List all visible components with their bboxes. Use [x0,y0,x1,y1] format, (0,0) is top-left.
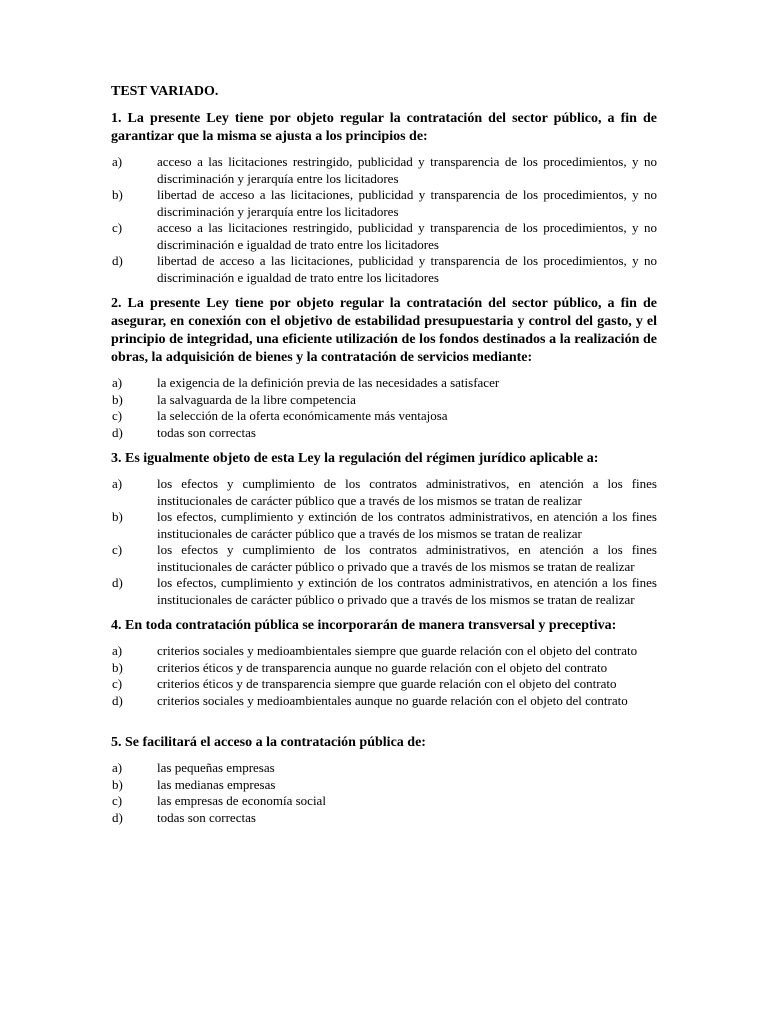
option-text: acceso a las licitaciones restringido, publicidad y transparencia de los procedimientos, y no discriminación e igualdad de trato entre los licitadores [157,220,657,252]
answer-option-b [111,392,657,409]
answer-option-d [111,575,657,608]
answer-options [111,760,657,826]
answer-option-c [111,220,657,253]
option-letter: b) [112,187,123,202]
question-text: 4. En toda contratación pública se incorporarán de manera transversal y preceptiva: [111,618,617,633]
answer-option-c [111,542,657,575]
option-text: los efectos y cumplimiento de los contratos administrativos, en atención a los fines institucionales de carácter público que a través de los mismos se tratan de realizar [157,476,657,508]
option-text: los efectos, cumplimiento y extinción de los contratos administrativos, en atención a los fines institucionales de carácter público o privado que a través de los mismos se tratan de realizar [157,575,657,607]
answer-option-a [111,476,657,509]
option-letter: d) [112,575,123,590]
option-text: los efectos y cumplimiento de los contratos administrativos, en atención a los fines institucionales de carácter público o privado que a través de los mismos se tratan de realizar [157,542,657,574]
answer-options [111,643,657,709]
option-text: criterios sociales y medioambientales aunque no guarde relación con el objeto del contrato [157,692,628,708]
option-letter: d) [112,253,123,268]
option-text: las medianas empresas [157,776,276,792]
option-text: la exigencia de la definición previa de las necesidades a satisfacer [157,375,500,390]
option-text: la selección de la oferta económicamente más ventajosa [157,408,448,423]
option-letter: a) [112,760,123,775]
option-text: las empresas de economía social [157,793,326,808]
option-letter: b) [112,391,123,407]
question-4 [111,617,657,709]
answer-option-c [111,676,657,693]
option-letter: b) [112,776,123,792]
answer-option-b [111,509,657,542]
option-letter: a) [112,643,123,658]
option-text: criterios éticos y de transparencia siempre que guarde relación con el objeto del contrato [157,676,617,691]
answer-option-d [111,425,657,442]
option-text: criterios éticos y de transparencia aunque no guarde relación con el objeto del contrato [157,659,608,675]
option-letter: c) [112,676,123,691]
question-text: 1. La presente Ley tiene por objeto regular la contratación del sector público, a fin de garantizar que la misma se ajusta a los principios de: [111,111,657,144]
answer-option-d [111,693,657,710]
answer-option-c [111,408,657,425]
answer-option-d [111,253,657,286]
option-letter: c) [112,220,123,235]
question-text: 2. La presente Ley tiene por objeto regular la contratación del sector público, a fin de asegurar, en conexión con el objetivo de estabilidad presupuestaria y control del gasto, y el principio de integridad, una eficiente utilización de los fondos destinados a la realización de obras, la adquisición de bienes y la contratación de servicios mediante: [111,296,657,365]
option-letter: b) [112,509,123,524]
question-2 [111,295,657,441]
question-text: 3. Es igualmente objeto de esta Ley la regulación del régimen jurídico aplicable a: [111,451,599,466]
option-letter: a) [112,476,123,491]
answer-option-a [111,375,657,392]
answer-option-b [111,660,657,677]
answer-options [111,476,657,608]
option-letter: c) [112,408,123,423]
answer-option-a [111,154,657,187]
option-text: todas son correctas [157,424,256,440]
answer-options [111,375,657,441]
option-text: todas son correctas [157,809,256,825]
option-text: libertad de acceso a las licitaciones, publicidad y transparencia de los procedimientos, y no discriminación e igualdad de trato entre los licitadores [157,253,657,285]
option-text: las pequeñas empresas [157,760,275,775]
option-text: los efectos, cumplimiento y extinción de los contratos administrativos, en atención a los fines institucionales de carácter público que a través de los mismos se tratan de realizar [157,509,657,541]
answer-option-d [111,810,657,827]
option-letter: c) [112,793,123,808]
answer-options [111,154,657,286]
option-letter: c) [112,542,123,557]
answer-option-b [111,187,657,220]
option-letter: a) [112,375,123,390]
option-text: libertad de acceso a las licitaciones, publicidad y transparencia de los procedimientos, y no discriminación y jerarquía entre los licitadores [157,187,657,219]
option-letter: d) [112,692,123,708]
option-text: criterios sociales y medioambientales siempre que guarde relación con el objeto del contrato [157,643,638,658]
answer-option-a [111,760,657,777]
answer-option-c [111,793,657,810]
question-1 [111,110,657,286]
answer-option-b [111,777,657,794]
option-text: la salvaguarda de la libre competencia [157,391,356,407]
document-content [111,82,657,835]
option-text: acceso a las licitaciones restringido, publicidad y transparencia de los procedimientos, y no discriminación y jerarquía entre los licitadores [157,154,657,186]
question-text: 5. Se facilitará el acceso a la contratación pública de: [111,735,426,750]
option-letter: d) [112,809,123,825]
option-letter: b) [112,659,123,675]
answer-option-a [111,643,657,660]
option-letter: a) [112,154,123,169]
document-title: TEST VARIADO. [111,84,219,99]
question-3 [111,450,657,608]
question-5 [111,734,657,826]
option-letter: d) [112,424,123,440]
